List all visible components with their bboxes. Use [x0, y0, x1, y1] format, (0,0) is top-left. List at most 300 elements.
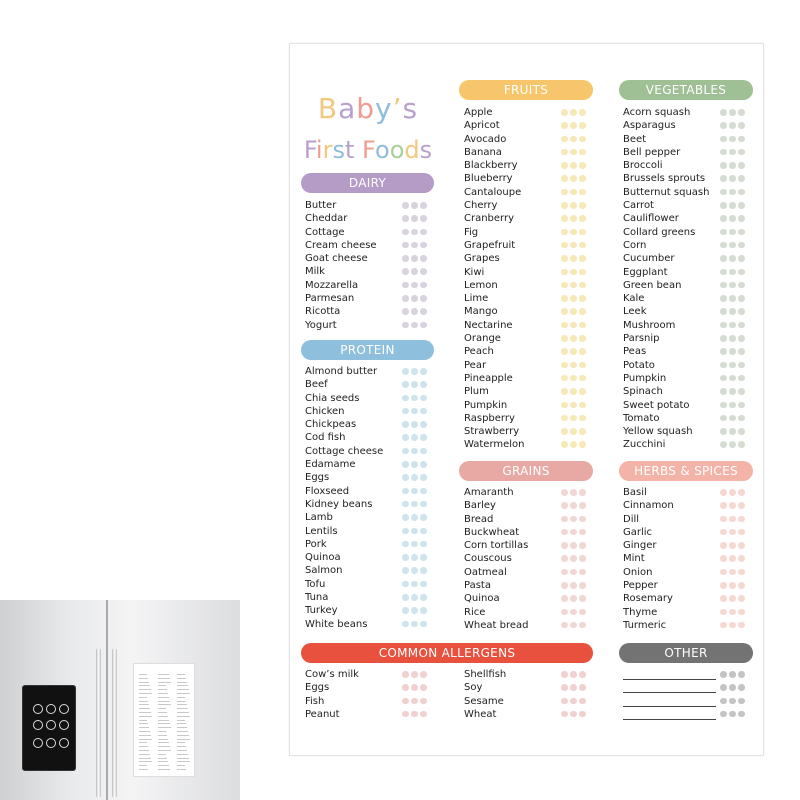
tracking-dot — [738, 489, 745, 496]
food-name: Milk — [305, 266, 325, 278]
tracking-dot — [729, 582, 736, 589]
fridge-tablet-magnet — [22, 685, 76, 771]
tracking-dot — [729, 415, 736, 422]
tracking-dot — [561, 255, 568, 262]
tracking-dot — [561, 529, 568, 536]
tracking-dot — [720, 242, 727, 249]
tracking-dot — [579, 348, 586, 355]
tracking-dot — [720, 502, 727, 509]
tracking-dot — [570, 622, 577, 629]
food-row — [464, 292, 594, 305]
tracking-dot — [579, 684, 586, 691]
tracking-dot — [420, 229, 427, 236]
other-header: OTHER — [619, 643, 753, 663]
tracking-dots — [720, 308, 747, 315]
food-row — [464, 438, 594, 451]
tracking-dots — [561, 215, 588, 222]
tracking-dot — [720, 308, 727, 315]
food-row — [305, 511, 435, 524]
tracking-dot — [420, 242, 427, 249]
tracking-dots — [561, 202, 588, 209]
tracking-dot — [420, 474, 427, 481]
tracking-dot — [720, 229, 727, 236]
food-name: Eggs — [305, 472, 330, 484]
tracking-dot — [402, 514, 409, 521]
tracking-dots — [720, 542, 747, 549]
tracking-dot — [402, 684, 409, 691]
food-row — [623, 212, 753, 225]
tracking-dot — [579, 595, 586, 602]
food-row — [305, 668, 435, 681]
tracking-dots — [402, 684, 429, 691]
tracking-dot — [720, 269, 727, 276]
tracking-dot — [411, 268, 418, 275]
tracking-dot — [411, 554, 418, 561]
tracking-dot — [720, 322, 727, 329]
tracking-dot — [570, 595, 577, 602]
tracking-dot — [420, 295, 427, 302]
tracking-dot — [738, 516, 745, 523]
tracking-dot — [579, 335, 586, 342]
food-row — [623, 486, 753, 499]
tracking-dot — [720, 362, 727, 369]
food-name: Blackberry — [464, 160, 518, 172]
tracking-dot — [720, 428, 727, 435]
tracking-dot — [420, 408, 427, 415]
tracking-dot — [738, 109, 745, 116]
other-row — [623, 695, 753, 708]
tracking-dot — [402, 671, 409, 678]
dairy-list — [305, 199, 435, 332]
tracking-dots — [720, 428, 747, 435]
tracking-dot — [729, 122, 736, 129]
food-name: Wheat — [464, 708, 497, 720]
food-name: Pineapple — [464, 372, 513, 384]
tracking-dot — [420, 308, 427, 315]
tracking-dots — [720, 441, 747, 448]
food-name: Mint — [623, 553, 645, 565]
tracking-dots — [720, 109, 747, 116]
tracking-dot — [411, 381, 418, 388]
tracking-dot — [420, 461, 427, 468]
tracking-dot — [579, 308, 586, 315]
tracking-dots — [720, 189, 747, 196]
tracking-dot — [411, 229, 418, 236]
tracking-dot — [561, 428, 568, 435]
food-name: Acorn squash — [623, 107, 691, 118]
food-name: Edamame — [305, 459, 356, 471]
tracking-dot — [402, 202, 409, 209]
tracking-dot — [720, 441, 727, 448]
food-row — [305, 226, 435, 239]
food-name: Floxseed — [305, 485, 350, 497]
tracking-dots — [720, 489, 747, 496]
food-row — [623, 359, 753, 372]
herbs-spices-list — [623, 486, 753, 632]
food-name: Cream cheese — [305, 239, 377, 251]
tracking-dot — [729, 428, 736, 435]
food-name: Lime — [464, 293, 489, 305]
tracking-dot — [411, 395, 418, 402]
food-row — [623, 425, 753, 438]
tracking-dots — [561, 282, 588, 289]
tracking-dot — [411, 621, 418, 628]
food-name: Cauliflower — [623, 213, 679, 225]
tracking-dot — [402, 594, 409, 601]
tracking-dots — [720, 415, 747, 422]
tracking-dot — [411, 295, 418, 302]
food-row — [464, 619, 594, 632]
tracking-dot — [402, 255, 409, 262]
food-row — [464, 592, 594, 605]
tracking-dot — [561, 542, 568, 549]
tracking-dot — [579, 215, 586, 222]
title-line1-letter: a — [338, 92, 357, 125]
tracking-dot — [729, 215, 736, 222]
food-name: Carrot — [623, 200, 654, 212]
tracking-dot — [402, 421, 409, 428]
title-line2-letter: t — [344, 136, 355, 164]
food-name: Cinnamon — [623, 500, 674, 512]
tracking-dot — [738, 362, 745, 369]
tracking-dot — [561, 295, 568, 302]
tracking-dot — [570, 308, 577, 315]
tracking-dot — [729, 162, 736, 169]
tracking-dots — [402, 202, 429, 209]
fridge-handle-right — [112, 648, 117, 798]
tracking-dot — [402, 434, 409, 441]
food-row — [623, 499, 753, 512]
tracking-dot — [570, 295, 577, 302]
food-name: Cranberry — [464, 213, 515, 225]
food-name: Nectarine — [464, 319, 513, 331]
tracking-dot — [579, 542, 586, 549]
tracking-dot — [420, 684, 427, 691]
tracking-dots — [720, 136, 747, 143]
tracking-dot — [411, 711, 418, 718]
tracking-dots — [561, 542, 588, 549]
tracking-dot — [420, 255, 427, 262]
tracking-dot — [420, 501, 427, 508]
tracking-dot — [720, 542, 727, 549]
tracking-dot — [570, 415, 577, 422]
tracking-dot — [411, 215, 418, 222]
food-row — [305, 604, 435, 617]
food-row — [623, 566, 753, 579]
food-name: Parsnip — [623, 333, 660, 345]
food-row — [464, 332, 594, 345]
tracking-dots — [720, 322, 747, 329]
food-name: Yellow squash — [623, 426, 693, 438]
tracking-dot — [570, 698, 577, 705]
tracking-dot — [402, 528, 409, 535]
food-row — [305, 458, 435, 471]
tracking-dot — [729, 322, 736, 329]
tracking-dot — [411, 308, 418, 315]
tracking-dot — [579, 229, 586, 236]
food-name: Watermelon — [464, 439, 525, 451]
tracking-dot — [411, 594, 418, 601]
tracking-dot — [738, 698, 745, 705]
tracking-dot — [561, 582, 568, 589]
food-row — [623, 186, 753, 199]
tracking-dot — [720, 555, 727, 562]
tracking-dots — [561, 582, 588, 589]
tracking-dot — [420, 421, 427, 428]
tracking-dot — [720, 698, 727, 705]
tracking-dot — [729, 375, 736, 382]
tracking-dot — [720, 335, 727, 342]
food-name: Beef — [305, 379, 328, 391]
tracking-dot — [420, 567, 427, 574]
tracking-dot — [411, 461, 418, 468]
food-name: Garlic — [623, 526, 653, 538]
food-name: Strawberry — [464, 426, 520, 438]
title-line2-letter: i — [315, 136, 323, 164]
tracking-dot — [729, 489, 736, 496]
tracking-dot — [720, 684, 727, 691]
tracking-dot — [570, 609, 577, 616]
tracking-dot — [411, 501, 418, 508]
grains-header: GRAINS — [459, 461, 593, 481]
food-row — [305, 485, 435, 498]
food-row — [464, 106, 594, 119]
other-row — [623, 681, 753, 694]
food-row — [464, 539, 594, 552]
tracking-dots — [561, 415, 588, 422]
food-name: Raspberry — [464, 412, 515, 424]
food-name: Cottage — [305, 226, 345, 238]
tracking-dot — [720, 202, 727, 209]
tracking-dot — [738, 122, 745, 129]
tracking-dot — [561, 269, 568, 276]
tracking-dot — [402, 268, 409, 275]
tracking-dot — [720, 295, 727, 302]
tracking-dot — [411, 421, 418, 428]
tracking-dot — [738, 295, 745, 302]
food-row — [464, 681, 594, 694]
food-row — [623, 172, 753, 185]
food-name: Cantaloupe — [464, 186, 522, 198]
tracking-dot — [561, 698, 568, 705]
food-row — [623, 292, 753, 305]
food-row — [623, 539, 753, 552]
food-row — [305, 525, 435, 538]
tracking-dot — [579, 295, 586, 302]
tracking-dots — [561, 335, 588, 342]
tracking-dots — [402, 488, 429, 495]
tracking-dot — [720, 162, 727, 169]
food-row — [464, 486, 594, 499]
tracking-dot — [561, 375, 568, 382]
tracking-dot — [579, 502, 586, 509]
tracking-dots — [402, 368, 429, 375]
tracking-dot — [561, 595, 568, 602]
tracking-dots — [402, 434, 429, 441]
title-line2-letter: d — [404, 136, 420, 164]
food-row — [464, 513, 594, 526]
tracking-dot — [570, 362, 577, 369]
tracking-dot — [420, 395, 427, 402]
tracking-dots — [720, 582, 747, 589]
food-name: Quinoa — [464, 593, 500, 605]
tracking-dot — [402, 295, 409, 302]
tracking-dots — [720, 711, 747, 730]
tracking-dot — [420, 514, 427, 521]
tracking-dot — [420, 202, 427, 209]
food-name: Cow’s milk — [305, 669, 359, 680]
food-row — [305, 378, 435, 391]
tracking-dots — [402, 461, 429, 468]
food-name: Spinach — [623, 386, 663, 398]
tracking-dot — [729, 348, 736, 355]
food-row — [623, 319, 753, 332]
tracking-dot — [411, 202, 418, 209]
food-name: Turmeric — [623, 619, 667, 631]
food-name: Wheat bread — [464, 619, 529, 631]
tracking-dot — [411, 488, 418, 495]
tracking-dot — [561, 415, 568, 422]
food-name: Buckwheat — [464, 526, 520, 538]
tracking-dot — [570, 242, 577, 249]
food-row — [464, 319, 594, 332]
tracking-dots — [720, 122, 747, 129]
tracking-dots — [402, 474, 429, 481]
food-row — [464, 266, 594, 279]
tracking-dot — [402, 395, 409, 402]
poster-title-line2 — [296, 136, 440, 164]
tracking-dots — [720, 362, 747, 369]
food-row — [623, 332, 753, 345]
tracking-dot — [720, 402, 727, 409]
tracking-dot — [561, 229, 568, 236]
food-name: Lamb — [305, 512, 333, 524]
tracking-dot — [561, 348, 568, 355]
food-row — [464, 499, 594, 512]
food-name: Butternut squash — [623, 186, 710, 198]
tracking-dot — [402, 322, 409, 329]
food-row — [623, 239, 753, 252]
tracking-dot — [729, 229, 736, 236]
food-row — [464, 372, 594, 385]
herbs-spices-header: HERBS & SPICES — [619, 461, 753, 481]
tracking-dots — [561, 242, 588, 249]
tracking-dot — [720, 622, 727, 629]
food-name: Butter — [305, 200, 337, 211]
fridge-door-gap — [106, 600, 108, 800]
tracking-dots — [720, 388, 747, 395]
tracking-dots — [561, 684, 588, 691]
food-name: Kiwi — [464, 266, 485, 278]
tracking-dot — [720, 136, 727, 143]
tracking-dot — [402, 554, 409, 561]
tracking-dots — [720, 375, 747, 382]
food-row — [305, 252, 435, 265]
food-name: Chia seeds — [305, 392, 360, 404]
tracking-dots — [561, 489, 588, 496]
common-allergens-header: COMMON ALLERGENS — [301, 643, 593, 663]
tracking-dot — [579, 255, 586, 262]
food-name: Turkey — [305, 605, 338, 617]
tracking-dot — [729, 502, 736, 509]
tracking-dots — [720, 149, 747, 156]
tracking-dots — [720, 242, 747, 249]
title-line1-letter: y — [375, 92, 393, 125]
tracking-dots — [402, 381, 429, 388]
tracking-dot — [579, 136, 586, 143]
title-line2-letter — [354, 136, 362, 164]
tracking-dot — [561, 308, 568, 315]
tracking-dot — [411, 408, 418, 415]
tracking-dot — [570, 348, 577, 355]
tracking-dots — [402, 541, 429, 548]
tracking-dots — [561, 136, 588, 143]
food-row — [464, 146, 594, 159]
food-name: Basil — [623, 487, 647, 498]
tracking-dot — [720, 255, 727, 262]
tracking-dot — [561, 569, 568, 576]
food-name: Barley — [464, 500, 496, 512]
tracking-dot — [738, 402, 745, 409]
tracking-dot — [738, 308, 745, 315]
tracking-dots — [402, 242, 429, 249]
tracking-dot — [729, 269, 736, 276]
tracking-dot — [579, 582, 586, 589]
tracking-dot — [738, 502, 745, 509]
food-name: Asparagus — [623, 120, 676, 132]
tracking-dots — [561, 402, 588, 409]
food-name: Tomato — [623, 412, 660, 424]
tracking-dot — [729, 149, 736, 156]
food-name: Apricot — [464, 120, 500, 132]
tracking-dots — [402, 215, 429, 222]
food-name: Beet — [623, 133, 647, 145]
tracking-dot — [570, 175, 577, 182]
tracking-dot — [738, 428, 745, 435]
tracking-dot — [579, 516, 586, 523]
tracking-dots — [402, 514, 429, 521]
food-name: Amaranth — [464, 487, 514, 498]
tracking-dots — [561, 428, 588, 435]
food-row — [623, 199, 753, 212]
tracking-dot — [402, 567, 409, 574]
tracking-dots — [720, 229, 747, 236]
tracking-dots — [561, 516, 588, 523]
tracking-dot — [579, 569, 586, 576]
tracking-dot — [579, 149, 586, 156]
blank-write-line — [623, 706, 716, 707]
tracking-dot — [402, 461, 409, 468]
tracking-dot — [570, 684, 577, 691]
tracking-dot — [570, 428, 577, 435]
tracking-dot — [579, 698, 586, 705]
tracking-dot — [420, 434, 427, 441]
tracking-dot — [720, 348, 727, 355]
tracking-dot — [561, 609, 568, 616]
tracking-dot — [720, 609, 727, 616]
tracking-dot — [561, 516, 568, 523]
tracking-dot — [402, 282, 409, 289]
food-row — [464, 385, 594, 398]
tracking-dot — [579, 489, 586, 496]
food-row — [305, 319, 435, 332]
tracking-dots — [720, 348, 747, 355]
other-blank-lines — [623, 668, 753, 724]
tracking-dot — [402, 229, 409, 236]
tracking-dot — [738, 175, 745, 182]
food-name: Kale — [623, 293, 645, 305]
food-row — [623, 133, 753, 146]
